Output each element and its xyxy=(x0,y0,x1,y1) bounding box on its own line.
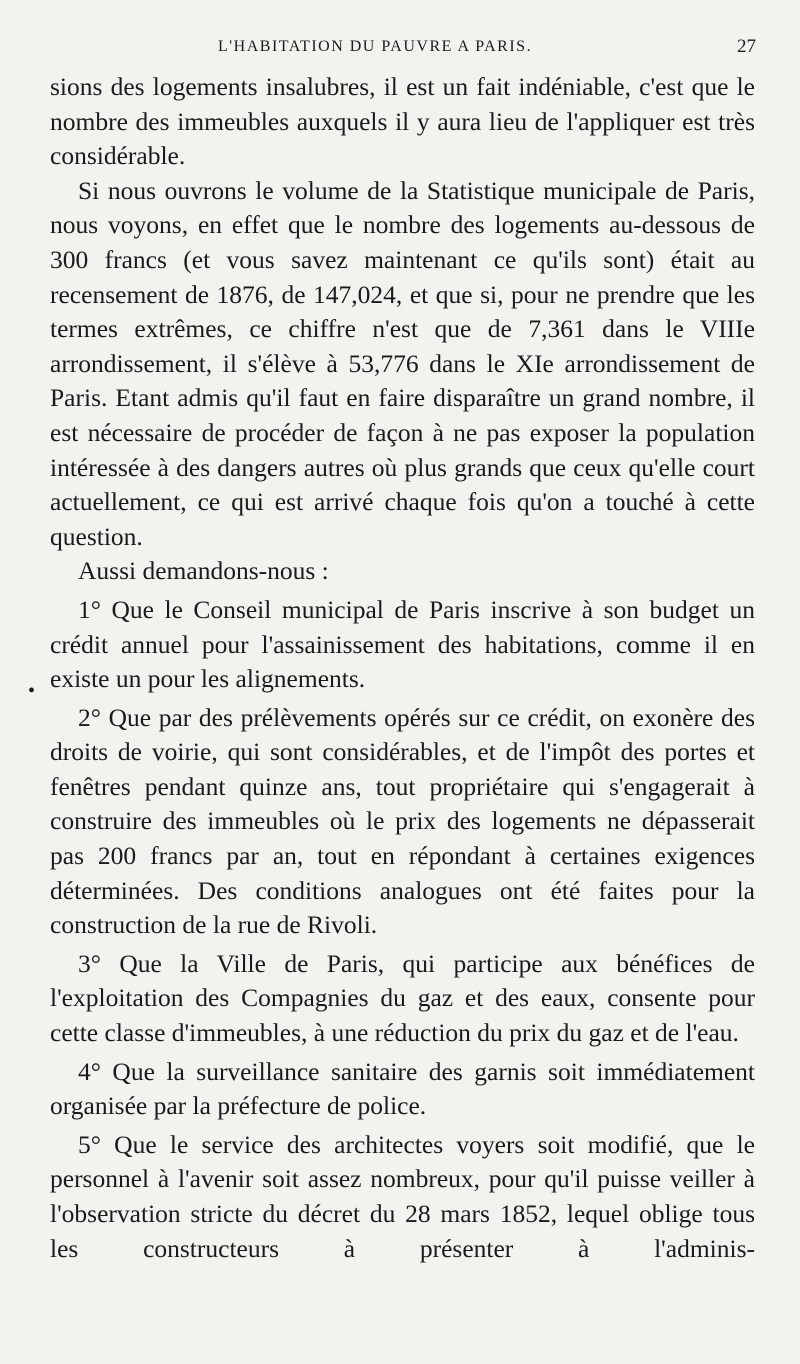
paragraph-item-4: 4° Que la surveillance sanitaire des garnis soit immédiatement organisée par la préfecture de police. xyxy=(50,1056,755,1121)
paragraph-item-3: 3° Que la Ville de Paris, qui participe aux bénéfices de l'exploitation des Compagnies du gaz et des eaux, consente pour cette classe d'immeubles, à une réduction du prix du gaz et de l'eau. xyxy=(50,948,755,1048)
page-header xyxy=(0,34,800,64)
page-number: 27 xyxy=(737,36,756,57)
paragraph-demandons: Aussi demandons-nous : xyxy=(78,556,329,586)
paragraph-item-2: 2° Que par des prélèvements opérés sur ce crédit, on exonère des droits de voirie, qui sont considérables, et de l'impôt des portes et fenêtres pendant quinze ans, tout propriétaire qui s'engagerait à construire des immeubles où le prix des logements ne dépasserait pas 200 francs par an, tout en répondant à certaines exigences déterminées. Des conditions analogues ont été faites pour la construction de la rue de Rivoli. xyxy=(50,702,755,940)
body-text xyxy=(50,70,755,1266)
running-head: L'HABITATION DU PAUVRE A PARIS. xyxy=(218,38,533,55)
paragraph-statistique: Si nous ouvrons le volume de la Statistique municipale de Paris, nous voyons, en effet que le nombre des logements au-dessous de 300 francs (et vous savez maintenant ce qu'ils sont) était au recensement de 1876, de 147,024, et que si, pour ne prendre que les termes extrêmes, ce chiffre n'est que de 7,361 dans le VIIIe arrondissement, il s'élève à 53,776 dans le XIe arrondissement de Paris. Etant admis qu'il faut en faire disparaître un grand nombre, il est nécessaire de procéder de façon à ne pas exposer la population intéressée à des dangers autres où plus grands que ceux qu'elle court actuellement, ce qui est arrivé chaque fois qu'on a touché à cette question. xyxy=(50,175,755,551)
paragraph-item-5: 5° Que le service des architectes voyers soit modifié, que le personnel à l'avenir soit assez nombreux, pour qu'il puisse veiller à l'observation stricte du décret du 28 mars 1852, lequel oblige tous les constructeurs à présenter à l'adminis- xyxy=(50,1129,755,1263)
margin-mark: • xyxy=(28,680,36,702)
paragraph-item-1: 1° Que le Conseil municipal de Paris inscrive à son budget un crédit annuel pour l'assainissement des habitations, comme il en existe un pour les alignements. xyxy=(50,594,755,694)
paragraph-continuation: sions des logements insalubres, il est un fait indéniable, c'est que le nombre des immeubles auxquels il y aura lieu de l'appliquer est très considérable. xyxy=(50,72,755,171)
